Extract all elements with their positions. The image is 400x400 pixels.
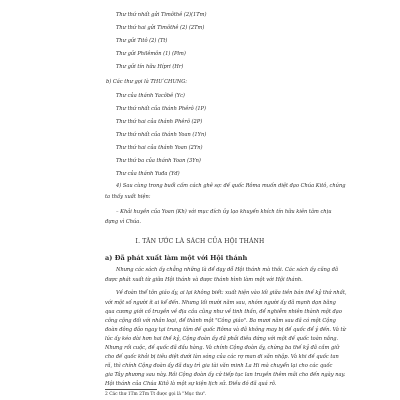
list-item: Thư gửi Philêmôn (1) (Plm) xyxy=(116,51,186,57)
paragraph-line: Hội thánh của Chúa Kitô là một sự kiện lịch sử. Điều đó đã quá rõ. xyxy=(105,381,277,387)
paragraph-line: Về đoàn thể tôn giáo ấy, ai lại không biết: xuất hiện vào lối giữa tiền bán thế kỷ thứ nhất, xyxy=(116,290,347,296)
paragraph-line: rã, thì chính Cộng đoàn ấy đã duy trì gia tài văn minh La Hi mà chuyển lại cho các quốc xyxy=(105,363,333,369)
subheading: a) Đã phát xuất làm một với Hội thánh xyxy=(105,254,248,262)
paragraph-line: công cộng đối với nhân loại, để thành một "Công giáo". Ba mươi năm sau đã có một Cộng xyxy=(105,318,336,324)
section-c-line: ta thấy xuất hiện: xyxy=(105,194,151,200)
list-item: Thư của thánh Yacôbê (Yc) xyxy=(116,93,185,99)
section-b-label: b) Các thư gọi là THƯ CHUNG: xyxy=(106,79,187,85)
paragraph-line: lúc ấy kéo dài hơn hai thế kỷ, Cộng đoàn ấy đã phải điêu đứng với một đế quốc toàn năng. xyxy=(105,336,339,342)
list-item: Thư của thánh Yuđa (Yđ) xyxy=(116,171,180,177)
list-item: Thư gửi tín hữu Hípri (Hr) xyxy=(116,64,184,70)
paragraph-line: qua cương giới cố truyền về địa cầu cũng như về tinh thần, để nghiễm nhiên thành một đạo xyxy=(105,309,342,315)
list-item: Thư thứ nhất của thánh Yoan (1Yn) xyxy=(116,132,207,138)
section-c-line: 4) Sau cùng trong buổi cấm cách ghê sợ: đế quốc Rôma muốn diệt đạo Chúa Kitô, chúng xyxy=(116,183,346,189)
list-item: Thư gửi Titô (2) (Tt) xyxy=(116,38,168,44)
list-item: Thư thứ hai của thánh Phêrô (2P) xyxy=(116,119,203,125)
footnote-rule xyxy=(105,389,157,390)
chapter-heading: I. TÂN ƯỚC LÀ SÁCH CỦA HỘI THÁNH xyxy=(135,238,265,245)
list-item: Thư thứ nhất gửi Timôthê (2)(1Tm) xyxy=(116,12,207,18)
list-item: Thư thứ hai của thánh Yoan (2Yn) xyxy=(116,145,203,151)
list-item: Thư thứ nhất của thánh Phêrô (1P) xyxy=(116,106,206,112)
list-item: Thư thứ ba của thánh Yoan (3Yn) xyxy=(116,158,201,164)
paragraph-line: với một số người ít ai kể đến. Nhưng lối mười năm sau, nhóm người ấy đã mạnh dạn băng xyxy=(105,300,336,306)
paragraph-line: Nhưng các sách ấy chẳng những là để dạy dỗ Hội thánh mà thôi. Các sách ấy cũng đã xyxy=(116,267,339,273)
paragraph-line: Nhưng rồi cuộc, đế quốc đã đầu hàng. Và chính Cộng đoàn ấy, chừng ba thế kỷ đã cầm giữ xyxy=(105,345,340,351)
paragraph-line: gia Tây phương sau này. Rồi Cộng đoàn ấy cứ tiếp tục lan truyền thêm mãi cho đến ngày nay. xyxy=(105,372,346,378)
paragraph-line: được phát xuất từ giữa Hội thánh và được thánh hình làm một với Hội thánh. xyxy=(105,277,303,283)
list-item: Thư thứ hai gửi Timôthê (2) (2Tm) xyxy=(116,25,205,31)
paragraph-line: đoàn đông đảo ngay tại trung tâm đế quốc Rôma và đã không may bị đế quốc để ý đến. Và từ xyxy=(105,327,346,333)
footnote: 2 Các thư 1Tm 2Tm Tt được gọi là "Mục thư". xyxy=(105,392,207,397)
revelation-line: đựng vì Chúa. xyxy=(105,219,141,225)
paragraph-line: cho đế quốc khỏi bị tiêu diệt dưới làn sóng của các rợ man di săn nhập. Và khi đế quốc tan xyxy=(105,354,339,360)
revelation-line: – Khải huyền của Yoan (Kh) với mục đích ủy lạo khuyến khích tín hữu kiên tâm chịu xyxy=(116,209,332,215)
